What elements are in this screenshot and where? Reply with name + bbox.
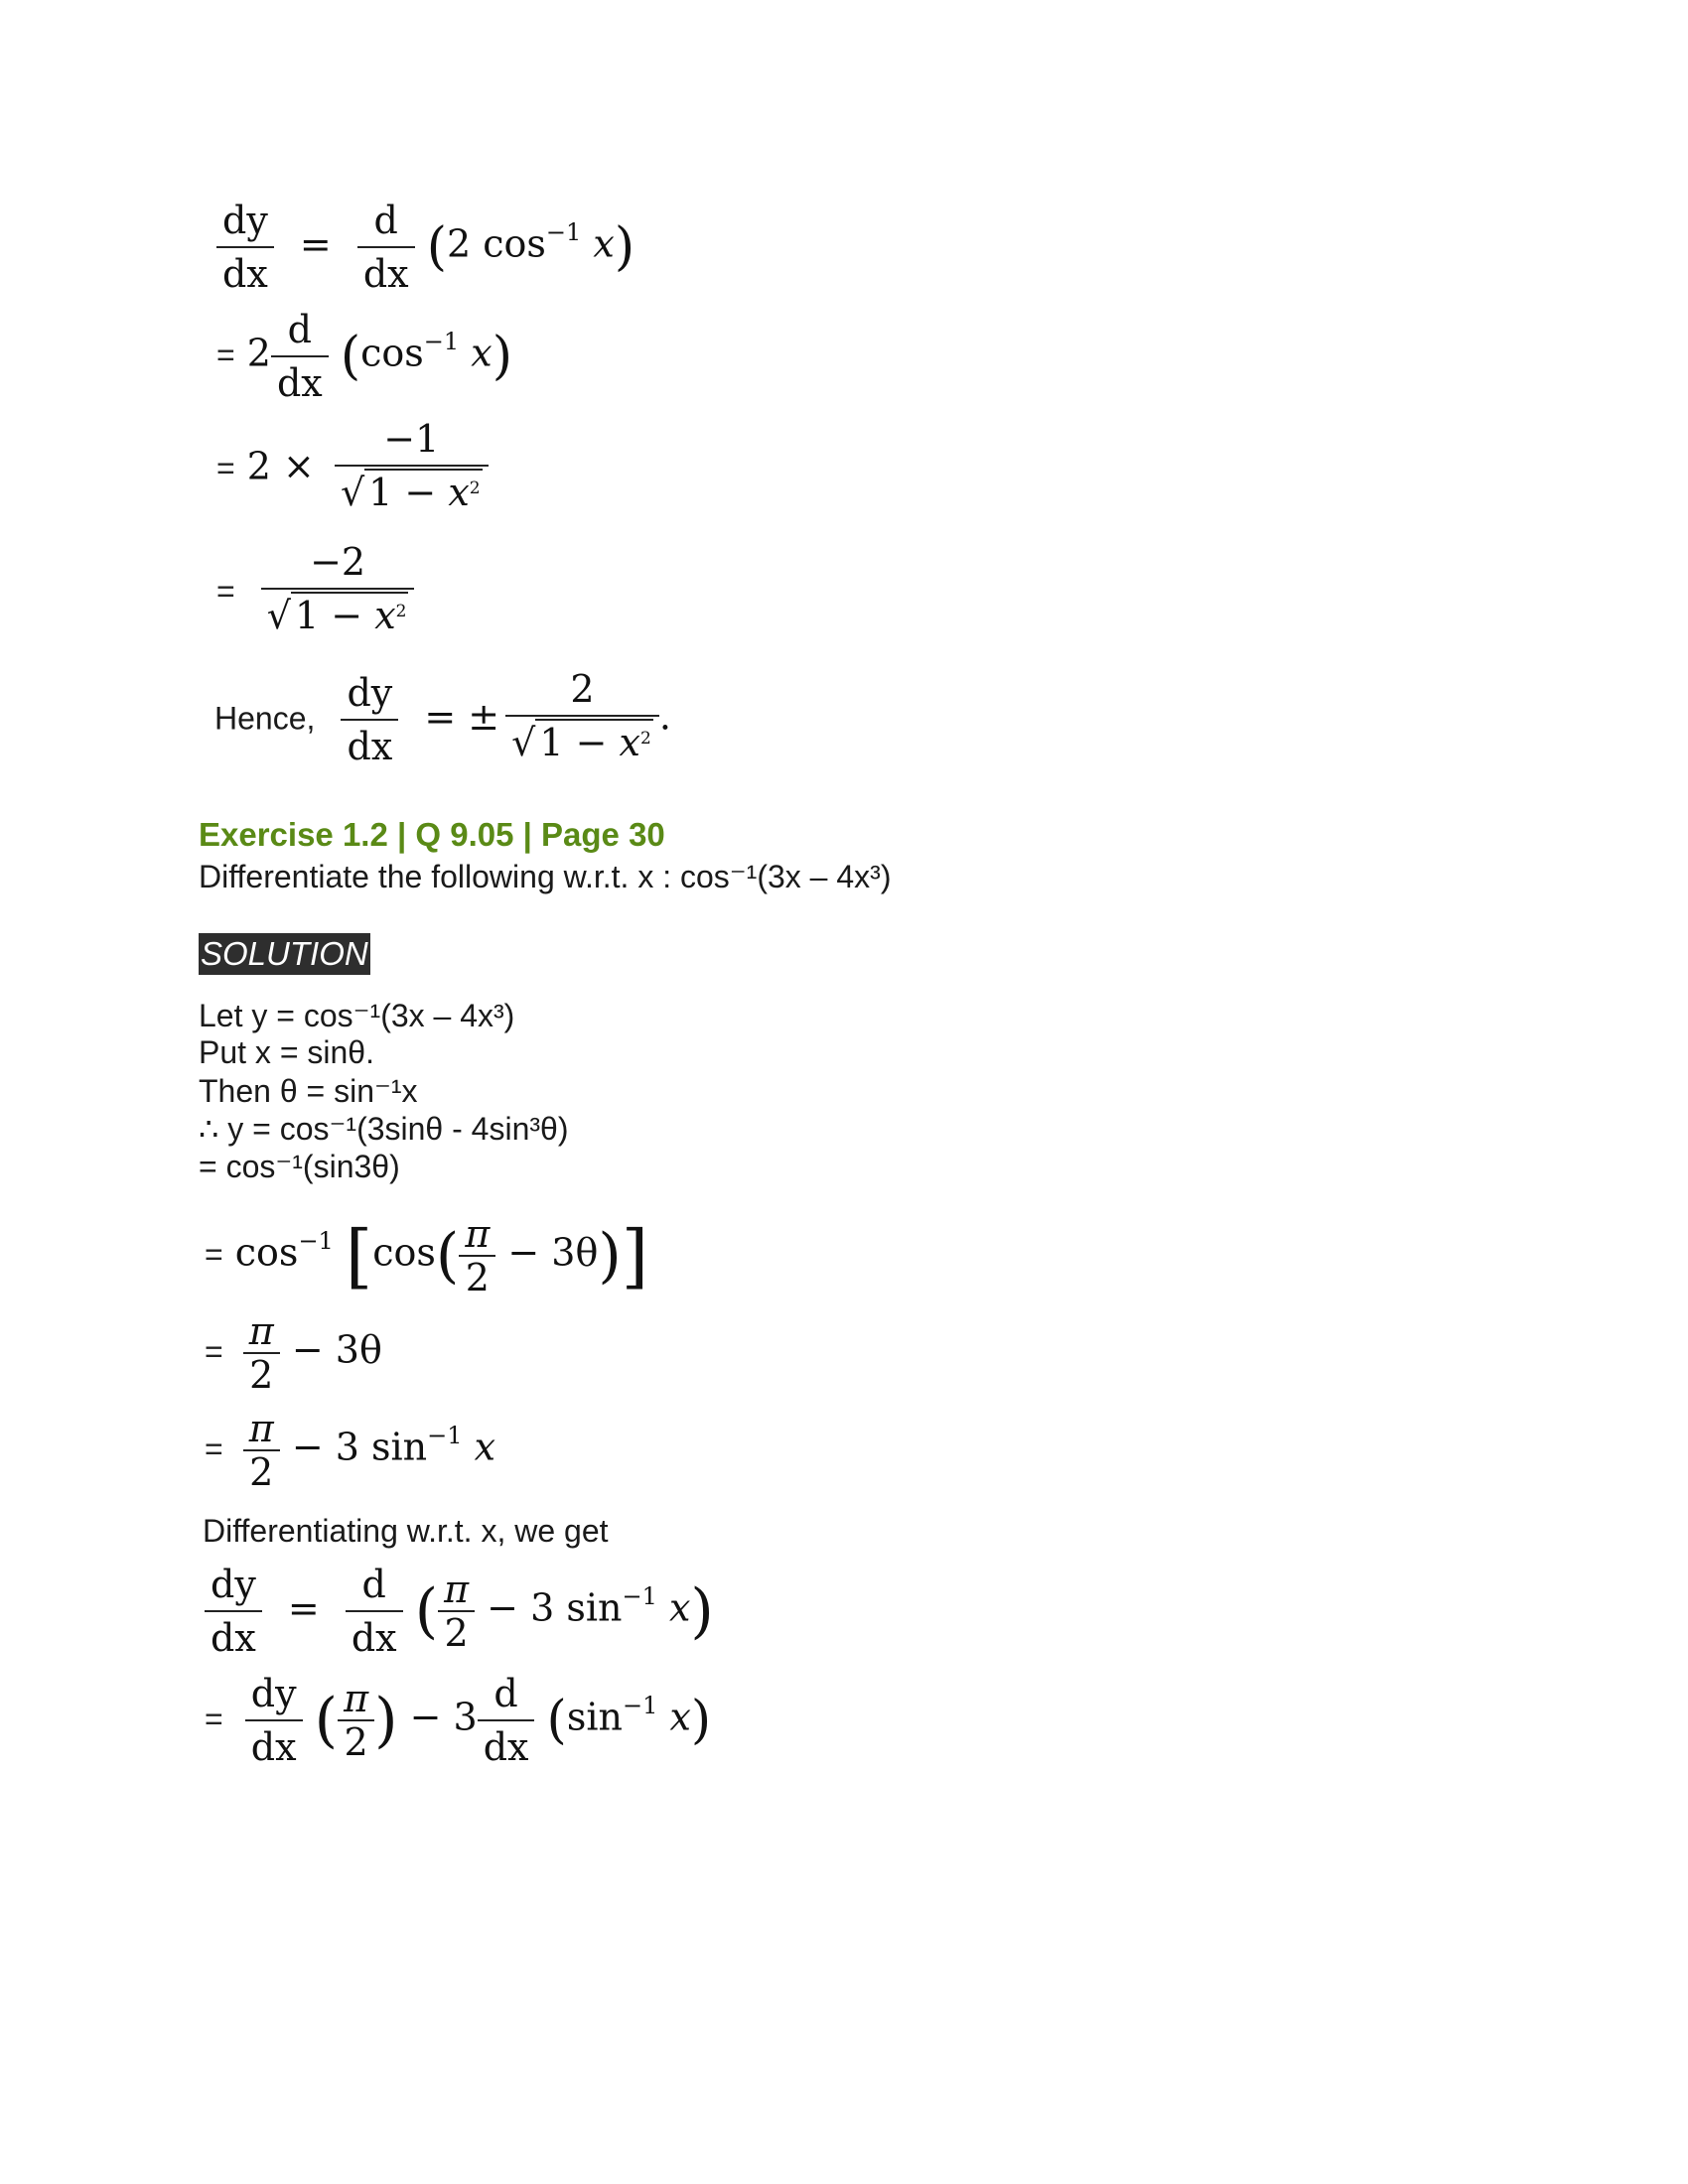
eq-diff-2: = $\frac{dy}{dx}$ ( $\frac{\pi}{2}$ ) − 3 $\frac{d}{dx}$ ($\sin^{-1}$ x) (205, 1668, 711, 1773)
frac-pi-2: $\frac{\pi}{2}$ (459, 1213, 495, 1298)
solution-badge: SOLUTION (199, 933, 370, 975)
eq-pi2-3theta: = $\frac{\pi}{2}$ − 3θ (205, 1309, 382, 1397)
frac-dy-dx: $\frac{dy}{dx}$ (216, 195, 274, 300)
eq-hence: Hence, $\frac{dy}{dx}$ = ± $\frac{2}{√ 1 - x^2}$ . (214, 663, 671, 776)
frac-d-dx: $\frac{d}{dx}$ (346, 1559, 403, 1664)
frac-d-dx: $\frac{d}{dx}$ (357, 195, 415, 300)
frac-d-dx: $\frac{d}{dx}$ (478, 1668, 535, 1773)
eq-line-1: $\frac{dy}{dx}$ = $\frac{d}{dx}$ (2 $\cos^{-1} x$) (216, 195, 634, 300)
frac-pi-2: $\frac{\pi}{2}$ (243, 1310, 280, 1396)
step-sin3theta: = cos⁻¹(sin3θ) (199, 1149, 400, 1184)
frac-pi-2: $\frac{\pi}{2}$ (438, 1569, 475, 1654)
frac-dy-dx: $\frac{dy}{dx}$ (341, 667, 398, 772)
frac-dy-dx: $\frac{dy}{dx}$ (245, 1668, 303, 1773)
frac-2-sqrt: $\frac{2}{√ 1 - x^2}$ (505, 663, 659, 776)
eq-line-3: = 2 × $\frac{-1}{√ 1 - x^2}$ (216, 413, 489, 526)
eq-diff-1: $\frac{dy}{dx}$ = $\frac{d}{dx}$ ( $\frac{\pi}{2}$ − 3 $\sin^{-1} x$) (205, 1559, 714, 1664)
eq-cos-bracket: = $\cos^{-1} [\cos$( $\frac{\pi}{2}$ − 3θ)] (205, 1212, 649, 1299)
step-put: Put x = sinθ. (199, 1034, 374, 1070)
hence-label: Hence, (214, 700, 316, 737)
frac-d-dx: $\frac{d}{dx}$ (271, 304, 329, 409)
frac-dy-dx: $\frac{dy}{dx}$ (205, 1559, 262, 1664)
eq-line-2: = 2 $\frac{d}{dx}$ ($\cos^{-1}$ x) (216, 304, 512, 409)
frac-pi-2: $\frac{\pi}{2}$ (243, 1408, 280, 1493)
eq-line-4: = $\frac{-2}{√ 1 - x^2}$ (216, 536, 414, 649)
eq-pi2-3sin: = $\frac{\pi}{2}$ − 3 $\sin^{-1} x$ (205, 1407, 496, 1494)
step-therefore: ∴ y = cos⁻¹(3sinθ - 4sin³θ) (199, 1111, 569, 1147)
exercise-header[interactable]: Exercise 1.2 | Q 9.05 | Page 30 (199, 816, 665, 853)
step-differentiating: Differentiating w.r.t. x, we get (203, 1513, 609, 1549)
exercise-question: Differentiate the following w.r.t. x : cos⁻¹(3x – 4x³) (199, 859, 892, 894)
frac-neg1-sqrt: $\frac{-1}{√ 1 - x^2}$ (335, 413, 489, 526)
step-then: Then θ = sin⁻¹x (199, 1073, 418, 1109)
frac-neg2-sqrt: $\frac{-2}{√ 1 - x^2}$ (261, 536, 415, 649)
frac-pi-2: $\frac{\pi}{2}$ (338, 1678, 374, 1763)
step-let: Let y = cos⁻¹(3x – 4x³) (199, 998, 515, 1033)
